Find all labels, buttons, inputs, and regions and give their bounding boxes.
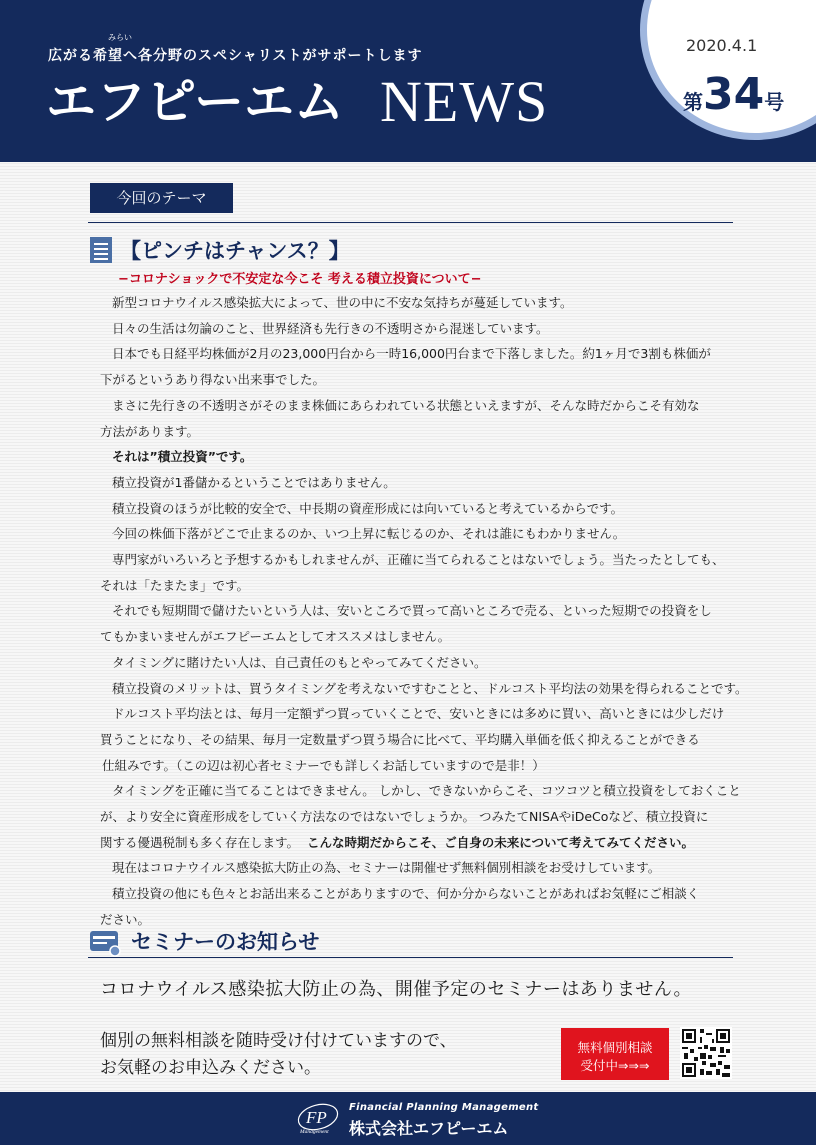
issue-prefix: 第 [683,90,703,114]
article-body [100,290,748,933]
article-line: 方法があります。 [100,423,200,439]
issue-number [683,70,784,120]
article-line: タイミングを正確に当てることはできません。 しかし、できないからこそ、コツコツと積立投資をしておくこと [112,783,741,799]
company-name-jp: 株式会社エフピーエム [349,1119,509,1138]
theme-label: 今回のテーマ [90,183,233,213]
tagline [48,33,423,65]
article-line: 積立投資のほうが比較的安全で、中長期の資産形成には向いていると考えているからです。 [112,500,624,516]
logo-mark-text: FP [306,1108,327,1127]
article-line-part: 関する優遇税制も多く存在します。 [100,834,300,850]
free-consultation-button[interactable] [561,1028,669,1080]
company-name-en: Financial Planning Management [349,1102,539,1113]
article-line: 日本でも日経平均株価が2月の23,000円台から一時16,000円台まで下落しました。約1ヶ月で3割も株価が [112,346,711,362]
article-line: それでも短期間で儲けたいという人は、安いところで買って高いところで売る、といった短期での投資をし [112,603,712,619]
seminar-card-icon [89,929,121,957]
article-line: ださい。 [100,911,151,927]
newsletter-logo-news: NEWS [380,69,549,134]
issue-suffix: 号 [764,90,785,114]
issue-date: 2020.4.1 [686,36,758,55]
article-line: それは「たまたま」です。 [100,577,250,593]
article-line: ドルコスト平均法とは、毎月一定額ずつ買っていくことで、安いときには多めに買い、高いときには少しだけ [112,706,725,722]
article-line: 仕組みです。（この辺は初心者セミナーでも詳しくお話していますので是非！） [102,757,545,773]
article-line: タイミングに賭けたい人は、自己責任のもとやってみてください。 [112,654,487,670]
cta-label-line2: 受付中⇒⇒⇒ [580,1057,650,1073]
article-line: 下がるというあり得ない出来事でした。 [100,372,326,388]
theme-divider [88,222,733,223]
consult-text-line1: 個別の無料相談を随時受け付けていますので、 [100,1031,457,1051]
qr-code-icon[interactable] [680,1027,732,1079]
article-line: 専門家がいろいろと予想するかもしれませんが、正確に当てられることはないでしょう。当たったとしても、 [112,552,725,568]
article-line: 積立投資の他にも色々とお話出来ることがありますので、何か分からないことがあればお気軽にご相談く [112,886,700,902]
article-subtitle: −コロナショックで不安定な今こそ 考える積立投資について− [118,272,482,287]
article-line: 新型コロナウイルス感染拡大によって、世の中に不安な気持ちが蔓延しています。 [112,295,573,310]
article-line: 現在はコロナウイルス感染拡大防止の為、セミナーは開催せず無料個別相談をお受けしています。 [112,860,661,876]
article-line-emphasis: こんな時期だからこそ、ご自身の未来について考えてみてください。 [306,834,694,850]
article-line: てもかまいませんがエフピーエムとしてオススメはしません。 [100,629,451,645]
article-title: 【ピンチはチャンス？】 [120,239,350,263]
article-line-emphasis: それは”積立投資”です。 [112,449,253,465]
cta-label-line1: 無料個別相談 [577,1039,653,1055]
consult-text-line2: お気軽のお申込みください。 [100,1058,321,1078]
document-icon [90,237,112,263]
tagline-ruby: みらい [108,33,132,42]
seminar-title: セミナーのお知らせ [131,930,320,954]
issue-number-value: 34 [703,69,765,120]
newsletter-logo-title: エフピーエム [46,73,344,131]
article-line: 今回の株価下落がどこで止まるのか、いつ上昇に転じるのか、それは誰にもわかりません。 [112,526,626,542]
logo-mark-subtext: Management [300,1129,329,1135]
company-logo-icon [296,1101,340,1135]
article-line: 積立投資が1番儲かるということではありません。 [112,474,396,490]
seminar-notice: コロナウイルス感染拡大防止の為、開催予定のセミナーはありません。 [100,979,692,1000]
article-line: 日々の生活は勿論のこと、世界経済も先行きの不透明さから混迷しています。 [112,320,549,336]
article-line [100,830,740,856]
seminar-divider [88,957,733,958]
article-line: 買うことになり、その結果、毎月一定数量ずつ買う場合に比べて、平均購入単価を低く抑えることができる [100,731,700,747]
article-line: が、より安全に資産形成をしていく方法なのではないでしょうか。 つみたてNISAやiDeCoなど、積立投資に [100,809,709,825]
article-line: まさに先行きの不透明さがそのまま株価にあらわれている状態といえますが、そんな時だからこそ有効な [112,397,700,413]
article-line: 積立投資のメリットは、買うタイミングを考えないですむことと、ドルコスト平均法の効果を得られることです。 [112,680,748,696]
tagline-text: 広がる希望へ各分野のスペシャリストがサポートします [48,48,423,64]
